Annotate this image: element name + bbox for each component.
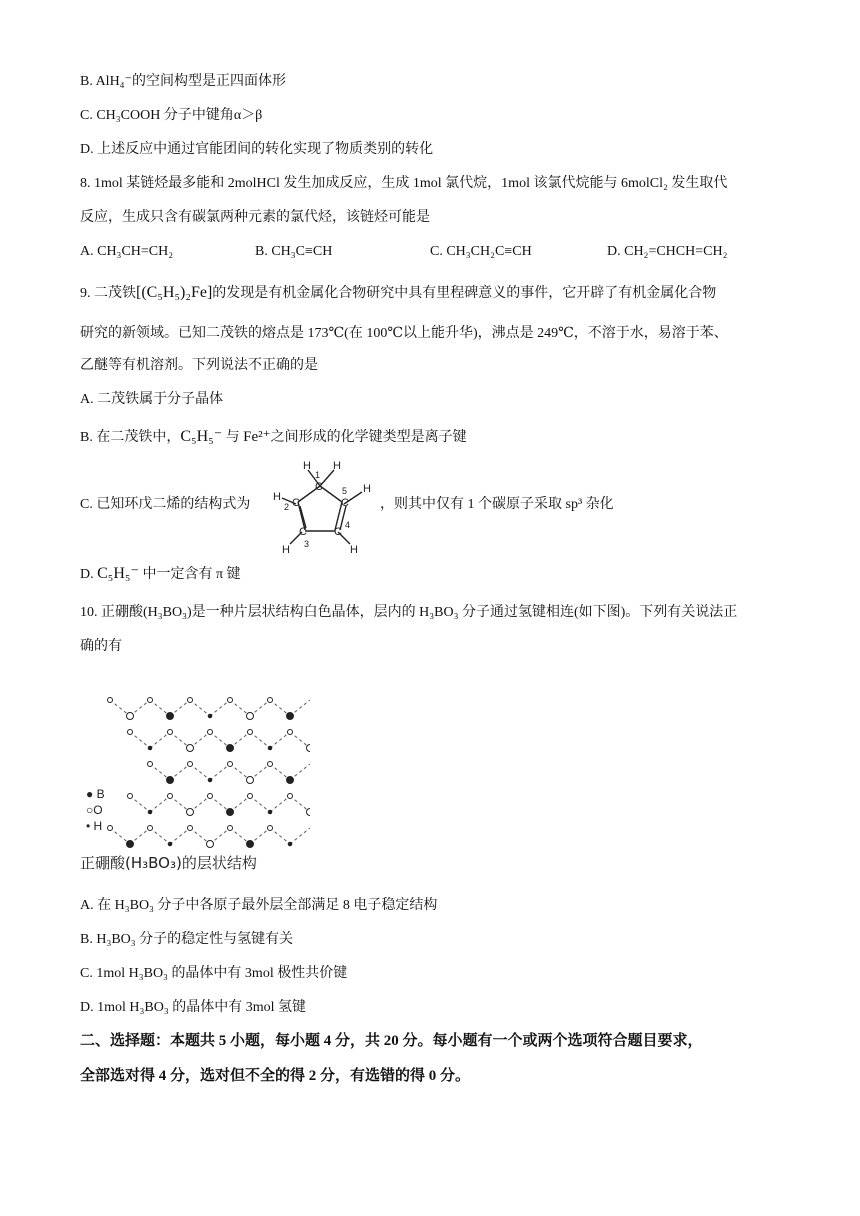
boron-atom xyxy=(247,841,254,848)
q9-option-d-prefix: D. xyxy=(80,567,98,582)
q9-stem-suffix: 的发现是有机金属化合物研究中具有里程碑意义的事件，它开辟了有机金属化合物 xyxy=(212,286,717,301)
oxygen-atom xyxy=(168,794,173,799)
oxygen-atom xyxy=(208,730,213,735)
struct-num-4: 4 xyxy=(345,520,351,530)
cyclopentadiene-structure xyxy=(270,456,380,556)
lattice-bond xyxy=(270,796,290,812)
oxygen-atom xyxy=(268,762,273,767)
lattice-bond xyxy=(170,828,190,844)
q9-option-a: A. 二茂铁属于分子晶体 xyxy=(80,392,224,407)
q7-option-b: B. AlH₄⁻的空间构型是正四面体形 xyxy=(80,74,286,89)
oxygen-atom xyxy=(168,730,173,735)
boron-atom xyxy=(127,841,134,848)
boron-atom xyxy=(227,745,234,752)
legend-boron: ● B xyxy=(86,787,105,801)
oxygen-atom xyxy=(127,713,134,720)
struct-h-5: H xyxy=(282,544,290,556)
q8-option-c: C. CH₃CH₂C≡CH xyxy=(430,244,532,259)
q9-option-b-suffix: 之间形成的化学键类型是离子键 xyxy=(270,430,467,445)
struct-h-6: H xyxy=(350,544,358,556)
q9-stem-prefix: 9. 二茂铁 xyxy=(80,286,136,301)
oxygen-atom xyxy=(108,826,113,831)
q9-option-b xyxy=(80,428,467,447)
struct-num-2: 2 xyxy=(284,502,290,512)
q10-option-a: A. 在 H₃BO₃ 分子中各原子最外层全部满足 8 电子稳定结构 xyxy=(80,898,438,913)
oxygen-atom xyxy=(268,826,273,831)
oxygen-atom xyxy=(307,809,311,816)
oxygen-atom xyxy=(128,794,133,799)
oxygen-atom xyxy=(247,713,254,720)
q10-option-d: D. 1mol H₃BO₃ 的晶体中有 3mol 氢键 xyxy=(80,1000,306,1015)
oxygen-atom xyxy=(248,730,253,735)
q10-stem-line1: 10. 正硼酸(H₃BO₃)是一种片层状结构白色晶体，层内的 H₃BO₃ 分子通过氢键相连(如下图)。下列有关说法正 xyxy=(80,605,738,620)
ferrocene-formula: [(C₅H₅)₂Fe] xyxy=(136,284,213,301)
lattice-bond xyxy=(270,828,290,844)
lattice-bond xyxy=(130,796,150,812)
q9-stem-line3: 乙醚等有机溶剂。下列说法不正确的是 xyxy=(80,358,318,373)
q8-stem-line2: 反应，生成只含有碳氯两种元素的氯代烃，该链烃可能是 xyxy=(80,210,430,225)
lattice-bond xyxy=(250,732,270,748)
oxygen-atom xyxy=(248,794,253,799)
lattice-bond xyxy=(150,796,170,812)
struct-c-1: C xyxy=(315,481,323,493)
q7-option-c: C. CH₃COOH 分子中键角α＞β xyxy=(80,108,263,123)
hydrogen-atom xyxy=(148,746,152,750)
struct-num-1: 1 xyxy=(315,470,321,480)
oxygen-atom xyxy=(188,762,193,767)
legend-hydrogen: • H xyxy=(86,819,103,833)
hydrogen-atom xyxy=(288,842,292,846)
struct-num-5: 5 xyxy=(342,486,348,496)
q10-option-b: B. H₃BO₃ 分子的稳定性与氢键有关 xyxy=(80,932,294,947)
q10-stem-line2: 确的有 xyxy=(80,639,122,654)
q9-option-d xyxy=(80,565,241,584)
struct-h-4: H xyxy=(273,491,281,503)
struct-c-3: C xyxy=(299,526,307,538)
figure-caption: 正硼酸(H₃BO₃)的层状结构 xyxy=(80,854,257,872)
struct-num-3: 3 xyxy=(304,539,310,549)
lattice-bond xyxy=(210,764,230,780)
struct-c-2: C xyxy=(292,497,300,509)
oxygen-atom xyxy=(288,794,293,799)
hydrogen-atom xyxy=(268,810,272,814)
q9-option-b-prefix: B. 在二茂铁中， xyxy=(80,430,181,445)
lattice-bond xyxy=(250,796,270,812)
lattice-bond xyxy=(150,732,170,748)
oxygen-atom xyxy=(228,698,233,703)
boron-atom xyxy=(227,809,234,816)
q9-option-c-prefix: C. 已知环戊二烯的结构式为 xyxy=(80,497,251,512)
oxygen-atom xyxy=(228,762,233,767)
oxygen-atom xyxy=(148,826,153,831)
struct-c-4: C xyxy=(334,526,342,538)
struct-h-1: H xyxy=(303,460,311,472)
struct-h-2: H xyxy=(333,460,341,472)
cyclopentadienyl-ion-d: C₅H₅⁻ xyxy=(97,565,139,582)
oxygen-atom xyxy=(288,730,293,735)
lattice-bond xyxy=(150,828,170,844)
oxygen-atom xyxy=(128,730,133,735)
lattice-bond xyxy=(130,732,150,748)
lattice-bond xyxy=(210,700,230,716)
boron-atom xyxy=(167,777,174,784)
lattice-bond xyxy=(190,700,210,716)
legend-oxygen: ○O xyxy=(86,803,103,817)
lattice-bond xyxy=(270,732,290,748)
oxygen-atom xyxy=(187,809,194,816)
section2-heading-line2: 全部选对得 4 分，选对但不全的得 2 分，有选错的得 0 分。 xyxy=(80,1068,471,1084)
oxygen-atom xyxy=(268,698,273,703)
boric-acid-layer-figure xyxy=(80,672,310,882)
lattice-bond xyxy=(190,764,210,780)
q9-option-b-and: 与 xyxy=(222,430,244,445)
cyclopentadienyl-ion: C₅H₅⁻ xyxy=(180,428,223,445)
hydrogen-atom xyxy=(208,714,212,718)
oxygen-atom xyxy=(187,745,194,752)
q7-option-d: D. 上述反应中通过官能团间的转化实现了物质类别的转化 xyxy=(80,142,434,157)
q8-stem-line1: 8. 1mol 某链烃最多能和 2molHCl 发生加成反应，生成 1mol 氯代烷，1mol 该氯代烷能与 6molCl₂ 发生取代 xyxy=(80,176,728,191)
boron-atom xyxy=(287,713,294,720)
boron-atom xyxy=(287,777,294,784)
oxygen-atom xyxy=(207,841,214,848)
hydrogen-atom xyxy=(168,842,172,846)
hydrogen-atom xyxy=(208,778,212,782)
q9-stem-line1 xyxy=(80,284,716,303)
q10-option-c: C. 1mol H₃BO₃ 的晶体中有 3mol 极性共价键 xyxy=(80,966,348,981)
q8-option-b: B. CH₃C≡CH xyxy=(255,244,333,259)
oxygen-atom xyxy=(307,745,311,752)
boron-atom xyxy=(167,713,174,720)
hydrogen-atom xyxy=(148,810,152,814)
q8-option-a: A. CH₃CH=CH₂ xyxy=(80,244,174,259)
oxygen-atom xyxy=(247,777,254,784)
oxygen-atom xyxy=(188,698,193,703)
section2-heading-line1: 二、选择题：本题共 5 小题，每小题 4 分，共 20 分。每小题有一个或两个选项符合题目要求， xyxy=(80,1033,703,1049)
oxygen-atom xyxy=(208,794,213,799)
oxygen-atom xyxy=(148,762,153,767)
oxygen-atom xyxy=(108,698,113,703)
lattice-bond xyxy=(290,828,310,844)
q9-option-c-suffix: ，则其中仅有 1 个碳原子采取 sp³ 杂化 xyxy=(380,497,614,512)
iron-ion: Fe²⁺ xyxy=(243,429,271,445)
hydrogen-atom xyxy=(268,746,272,750)
q8-option-d: D. CH₂=CHCH=CH₂ xyxy=(607,244,728,259)
oxygen-atom xyxy=(148,698,153,703)
oxygen-atom xyxy=(188,826,193,831)
q9-stem-line2: 研究的新领域。已知二茂铁的熔点是 173℃(在 100℃以上能升华)，沸点是 249℃，不溶于水，易溶于苯、 xyxy=(80,326,728,341)
struct-h-3: H xyxy=(363,483,371,495)
oxygen-atom xyxy=(228,826,233,831)
struct-c-5: C xyxy=(341,497,349,509)
q9-option-d-suffix: 中一定含有 π 键 xyxy=(138,567,241,582)
